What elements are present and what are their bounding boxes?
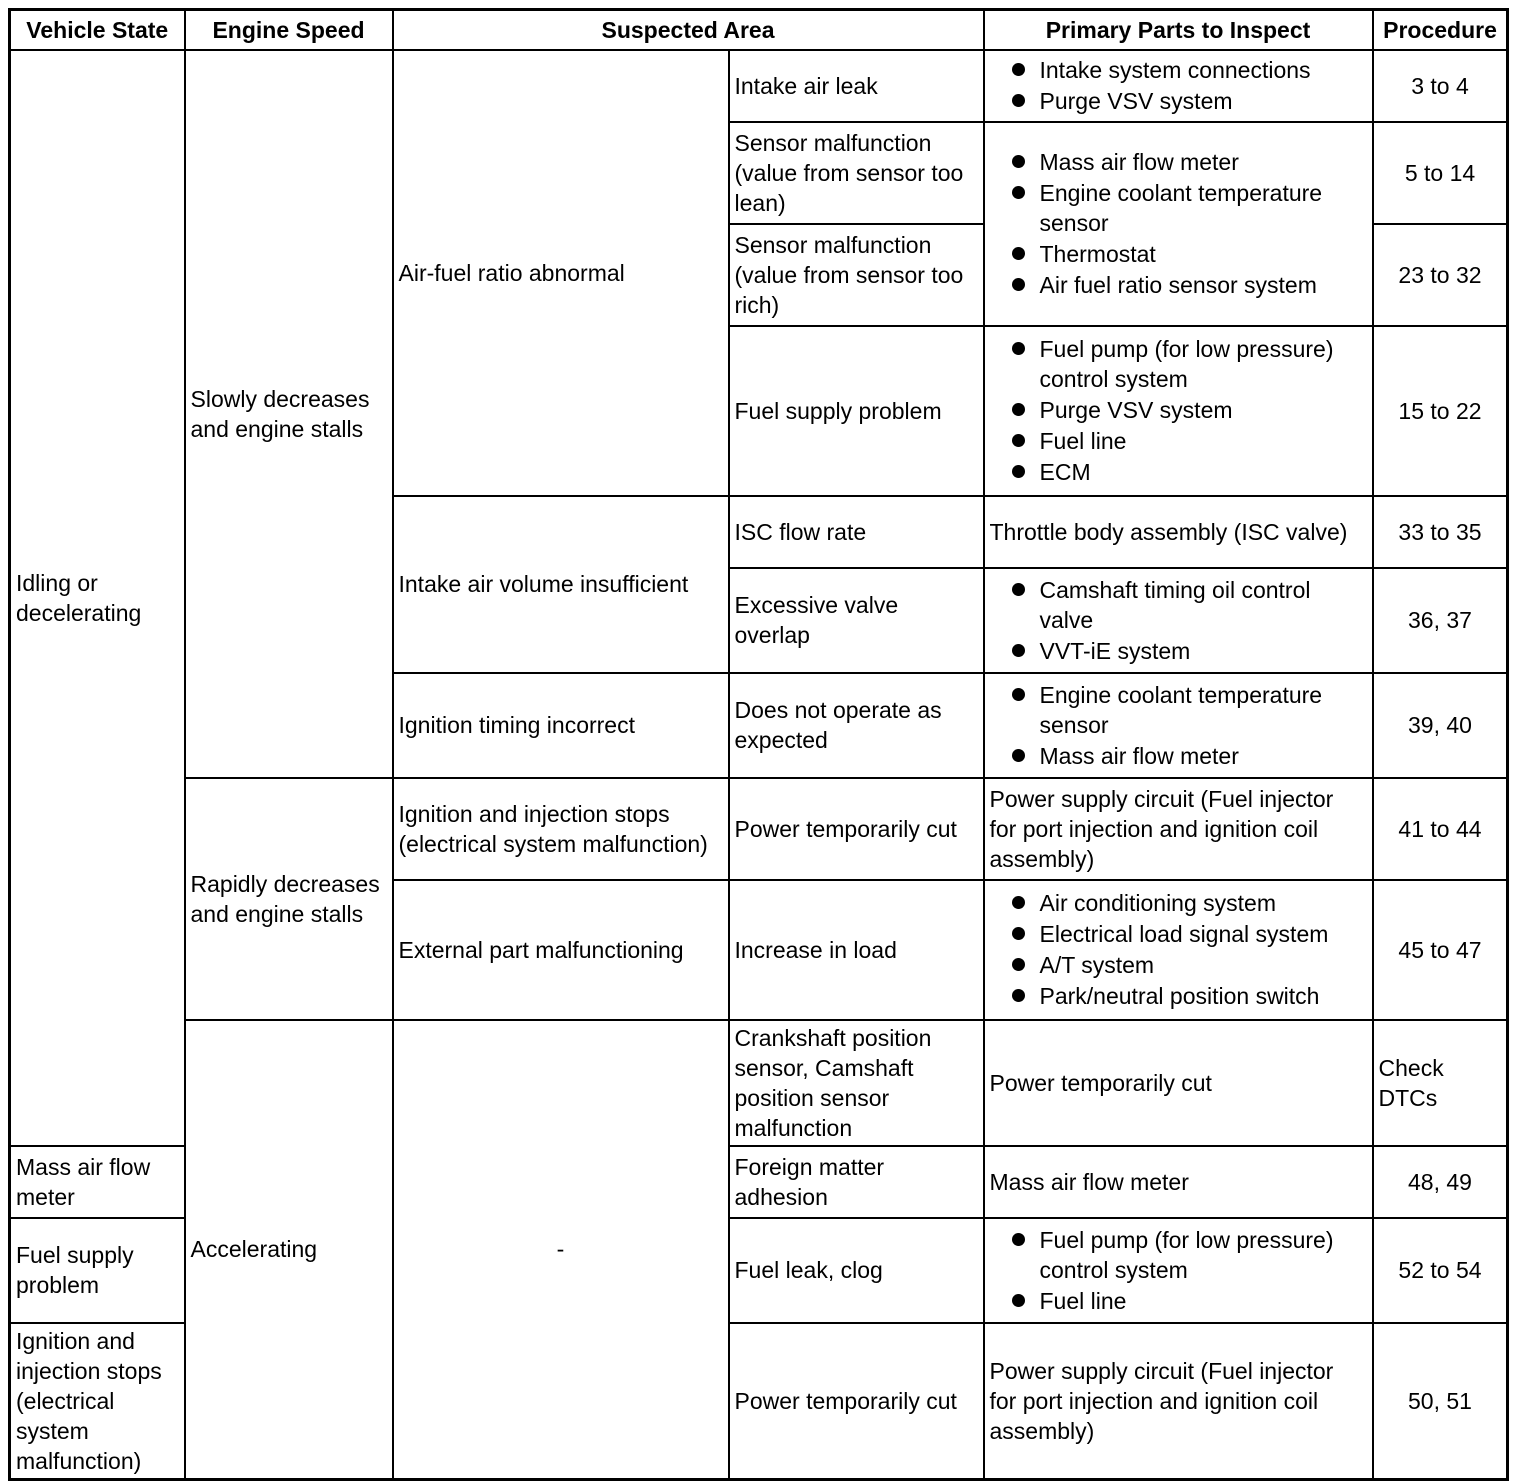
- procedure-cell: 15 to 22: [1373, 326, 1508, 496]
- header-engine-speed: Engine Speed: [185, 10, 393, 50]
- list-item: Air conditioning system: [990, 888, 1367, 918]
- parts-cell: Power supply circuit (Fuel injector for port injection and ignition coil assembly): [984, 1323, 1373, 1480]
- suspected-subarea-cell: Power temporarily cut: [729, 1323, 984, 1480]
- parts-cell: [984, 673, 1373, 778]
- parts-cell: Mass air flow meter: [984, 1146, 1373, 1218]
- table-row: [10, 1020, 1508, 1146]
- diagnostic-table: [8, 8, 1509, 1481]
- table-row: [10, 778, 1508, 880]
- suspected-subarea-cell: Power temporarily cut: [984, 1020, 1373, 1146]
- procedure-cell: 23 to 32: [1373, 224, 1508, 326]
- list-item: Fuel line: [990, 1286, 1367, 1316]
- parts-cell: [984, 326, 1373, 496]
- suspected-subarea-cell: Sensor malfunction (value from sensor too lean): [729, 122, 984, 224]
- parts-cell: [984, 1218, 1373, 1323]
- suspected-subarea-cell: Foreign matter adhesion: [729, 1146, 984, 1218]
- list-item: VVT-iE system: [990, 636, 1367, 666]
- parts-cell: Power supply circuit (Fuel injector for port injection and ignition coil assembly): [984, 778, 1373, 880]
- vehicle-state-cell: Accelerating: [185, 1020, 393, 1480]
- suspected-area-cell: Ignition timing incorrect: [393, 673, 729, 778]
- procedure-cell: 50, 51: [1373, 1323, 1508, 1480]
- parts-cell: [984, 50, 1373, 122]
- procedure-cell: 45 to 47: [1373, 880, 1508, 1020]
- parts-cell: [984, 122, 1373, 326]
- procedure-cell: 39, 40: [1373, 673, 1508, 778]
- procedure-cell: 3 to 4: [1373, 50, 1508, 122]
- procedure-cell: 41 to 44: [1373, 778, 1508, 880]
- suspected-area-cell: Mass air flow meter: [10, 1146, 185, 1218]
- parts-cell: Throttle body assembly (ISC valve): [984, 496, 1373, 568]
- list-item: Engine coolant temperature sensor: [990, 680, 1367, 740]
- list-item: Fuel line: [990, 426, 1367, 456]
- suspected-subarea-cell: Fuel leak, clog: [729, 1218, 984, 1323]
- suspected-subarea-cell: Excessive valve overlap: [729, 568, 984, 673]
- suspected-area-cell: Intake air volume insufficient: [393, 496, 729, 673]
- procedure-cell: 5 to 14: [1373, 122, 1508, 224]
- suspected-subarea-cell: Increase in load: [729, 880, 984, 1020]
- suspected-area-cell: External part malfunctioning: [393, 880, 729, 1020]
- engine-speed-cell: Rapidly decreases and engine stalls: [185, 778, 393, 1020]
- list-item: ECM: [990, 457, 1367, 487]
- suspected-area-cell: Ignition and injection stops (electrical system malfunction): [10, 1323, 185, 1480]
- procedure-cell: 36, 37: [1373, 568, 1508, 673]
- list-item: Mass air flow meter: [990, 741, 1367, 771]
- parts-cell: Check DTCs: [1373, 1020, 1508, 1146]
- header-primary-parts: Primary Parts to Inspect: [984, 10, 1373, 50]
- procedure-cell: 52 to 54: [1373, 1218, 1508, 1323]
- parts-cell: [984, 568, 1373, 673]
- suspected-area-cell: Air-fuel ratio abnormal: [393, 50, 729, 496]
- procedure-cell: 48, 49: [1373, 1146, 1508, 1218]
- list-item: Camshaft timing oil control valve: [990, 575, 1367, 635]
- list-item: Park/neutral position switch: [990, 981, 1367, 1011]
- suspected-subarea-cell: Intake air leak: [729, 50, 984, 122]
- suspected-subarea-cell: Sensor malfunction (value from sensor too rich): [729, 224, 984, 326]
- procedure-cell: 33 to 35: [1373, 496, 1508, 568]
- list-item: Purge VSV system: [990, 86, 1367, 116]
- list-item: Thermostat: [990, 239, 1367, 269]
- suspected-area-cell: Crankshaft position sensor, Camshaft position sensor malfunction: [729, 1020, 984, 1146]
- header-vehicle-state: Vehicle State: [10, 10, 185, 50]
- list-item: Engine coolant temperature sensor: [990, 178, 1367, 238]
- list-item: Fuel pump (for low pressure) control system: [990, 1225, 1367, 1285]
- suspected-area-cell: Ignition and injection stops (electrical system malfunction): [393, 778, 729, 880]
- list-item: Air fuel ratio sensor system: [990, 270, 1367, 300]
- list-item: A/T system: [990, 950, 1367, 980]
- list-item: Fuel pump (for low pressure) control system: [990, 334, 1367, 394]
- list-item: Electrical load signal system: [990, 919, 1367, 949]
- list-item: Intake system connections: [990, 55, 1367, 85]
- header-row: [10, 10, 1508, 50]
- engine-speed-cell: Slowly decreases and engine stalls: [185, 50, 393, 778]
- suspected-area-cell: Fuel supply problem: [10, 1218, 185, 1323]
- table-row: [10, 50, 1508, 122]
- header-procedure: Procedure: [1373, 10, 1508, 50]
- list-item: Mass air flow meter: [990, 147, 1367, 177]
- suspected-subarea-cell: ISC flow rate: [729, 496, 984, 568]
- parts-cell: [984, 880, 1373, 1020]
- suspected-subarea-cell: Power temporarily cut: [729, 778, 984, 880]
- suspected-subarea-cell: Fuel supply problem: [729, 326, 984, 496]
- header-suspected-area: Suspected Area: [393, 10, 984, 50]
- engine-speed-cell: -: [393, 1020, 729, 1480]
- vehicle-state-cell: Idling or decelerating: [10, 50, 185, 1146]
- suspected-subarea-cell: Does not operate as expected: [729, 673, 984, 778]
- list-item: Purge VSV system: [990, 395, 1367, 425]
